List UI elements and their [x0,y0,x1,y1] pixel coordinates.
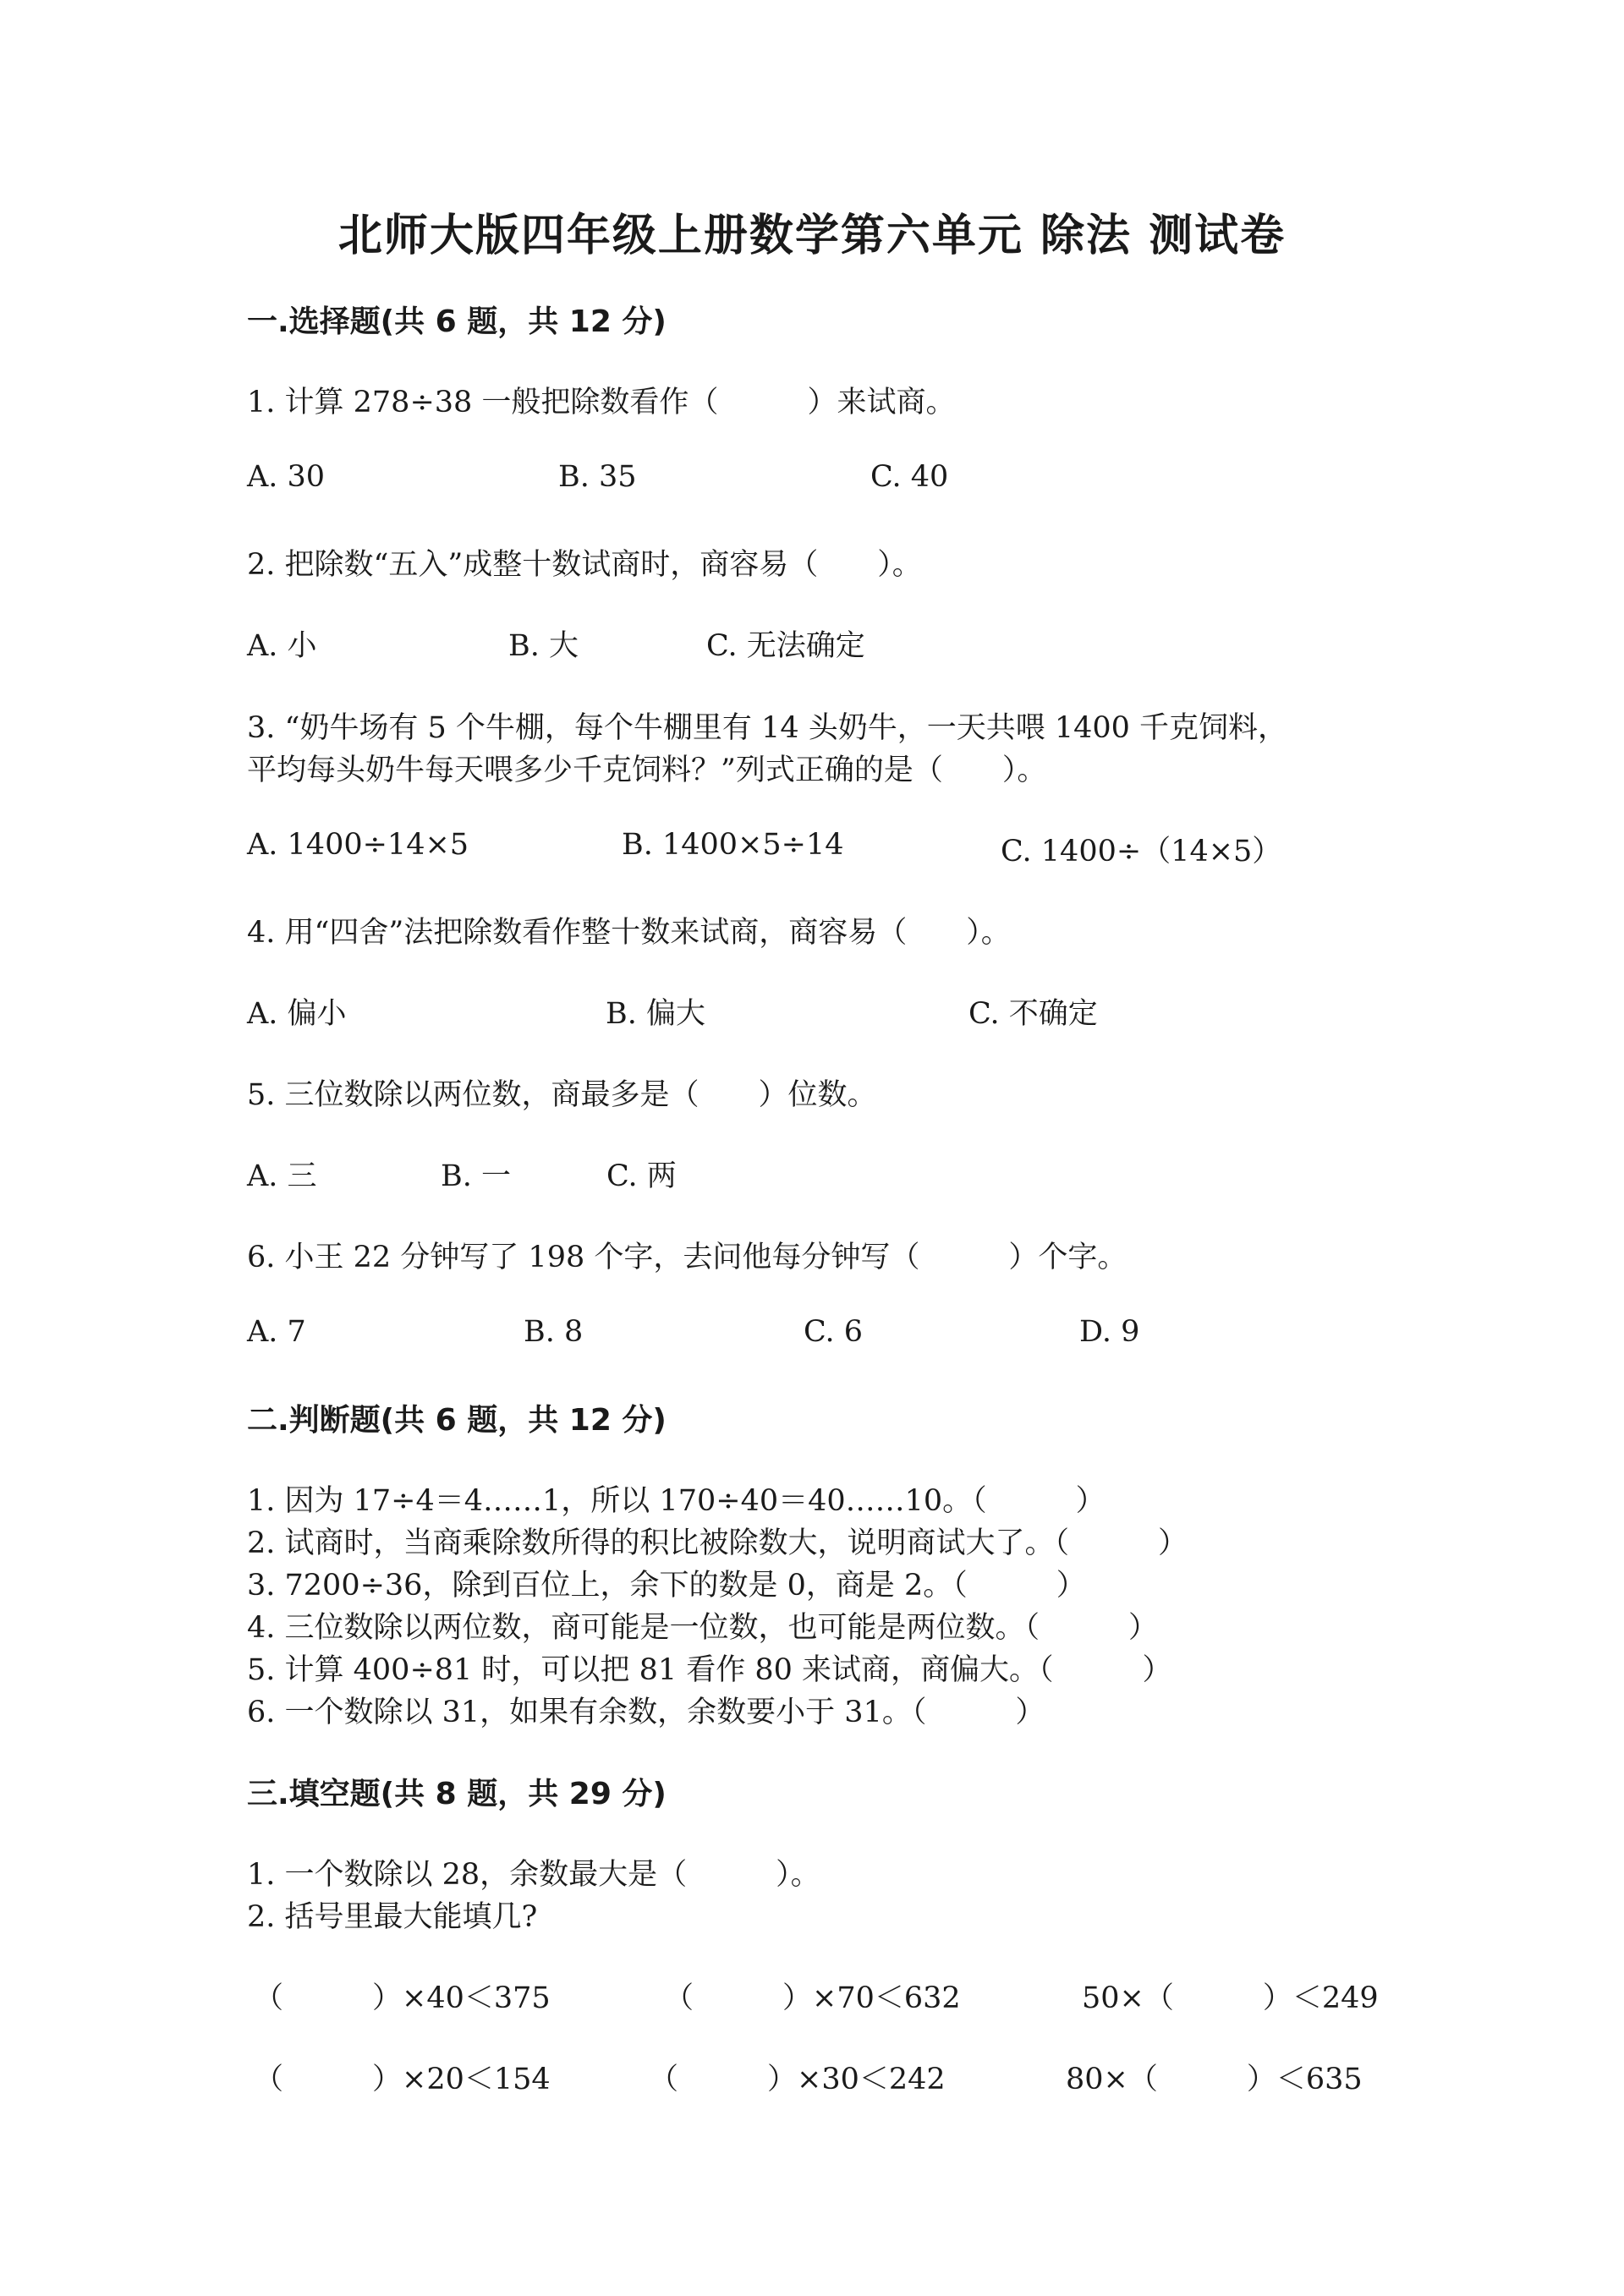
choice-3-option-b: B. 1400×5÷14 [622,828,844,862]
choice-question-3-line-1: 3. “奶牛场有 5 个牛棚，每个牛棚里有 14 头奶牛，一天共喂 1400 千克饲料， [247,711,1288,745]
choice-3-option-c: C. 1400÷（14×5） [1001,835,1282,869]
judge-item-5: 5. 计算 400÷81 时，可以把 81 看作 80 来试商，商偏大。（ ） [247,1653,1172,1687]
choice-question-4: 4. 用“四舍”法把除数看作整十数来试商，商容易（ ）。 [247,916,1011,950]
choice-question-1: 1. 计算 278÷38 一般把除数看作（ ）来试商。 [247,386,956,419]
choice-6-option-c: C. 6 [804,1315,864,1349]
judge-item-4: 4. 三位数除以两位数，商可能是一位数，也可能是两位数。（ ） [247,1611,1159,1645]
choice-2-option-c: C. 无法确定 [706,629,865,663]
choice-2-option-b: B. 大 [508,629,579,663]
fill-expression: （ ）×70＜632 [664,1981,961,2015]
choice-question-5: 5. 三位数除以两位数，商最多是（ ）位数。 [247,1078,877,1112]
choice-1-option-a: A. 30 [247,460,326,494]
choice-5-option-a: A. 三 [247,1159,317,1193]
choice-1-option-b: B. 35 [558,460,637,494]
choice-5-option-c: C. 两 [606,1159,677,1193]
choice-4-option-c: C. 不确定 [968,997,1098,1031]
section-heading-fill: 三.填空题(共 8 题，共 29 分) [247,1777,667,1811]
fill-expression: （ ）×20＜154 [254,2063,551,2096]
choice-4-option-a: A. 偏小 [247,997,347,1031]
choice-question-6: 6. 小王 22 分钟写了 198 个字，去问他每分钟写（ ）个字。 [247,1241,1127,1274]
fill-expression: （ ）×40＜375 [254,1981,551,2015]
choice-6-option-d: D. 9 [1079,1315,1140,1349]
choice-6-option-a: A. 7 [247,1315,306,1349]
judge-item-1: 1. 因为 17÷4＝4……1，所以 170÷40＝40……10。（ ） [247,1484,1106,1518]
judge-item-3: 3. 7200÷36，除到百位上，余下的数是 0，商是 2。（ ） [247,1569,1086,1603]
choice-3-option-a: A. 1400÷14×5 [247,828,469,862]
judge-item-2: 2. 试商时，当商乘除数所得的积比被除数大，说明商试大了。（ ） [247,1526,1188,1560]
choice-1-option-c: C. 40 [870,460,949,494]
choice-5-option-b: B. 一 [441,1159,511,1193]
fill-item-1: 1. 一个数除以 28，余数最大是（ ）。 [247,1858,820,1892]
choice-6-option-b: B. 8 [524,1315,584,1349]
fill-expression: 50×（ ）＜249 [1082,1981,1379,2015]
page-title: 北师大版四年级上册数学第六单元 除法 测试卷 [337,211,1287,261]
choice-4-option-b: B. 偏大 [606,997,705,1031]
choice-question-2: 2. 把除数“五入”成整十数试商时，商容易（ ）。 [247,548,922,582]
section-heading-judge: 二.判断题(共 6 题，共 12 分) [247,1403,667,1438]
choice-question-3-line-2: 平均每头奶牛每天喂多少千克饲料？”列式正确的是（ ）。 [247,753,1047,787]
fill-item-2: 2. 括号里最大能填几? [247,1900,538,1934]
fill-expression: 80×（ ）＜635 [1066,2063,1363,2096]
section-heading-choice: 一.选择题(共 6 题，共 12 分) [247,304,667,339]
judge-item-6: 6. 一个数除以 31，如果有余数，余数要小于 31。（ ） [247,1696,1045,1729]
choice-2-option-a: A. 小 [247,629,317,663]
fill-expression: （ ）×30＜242 [649,2063,946,2096]
